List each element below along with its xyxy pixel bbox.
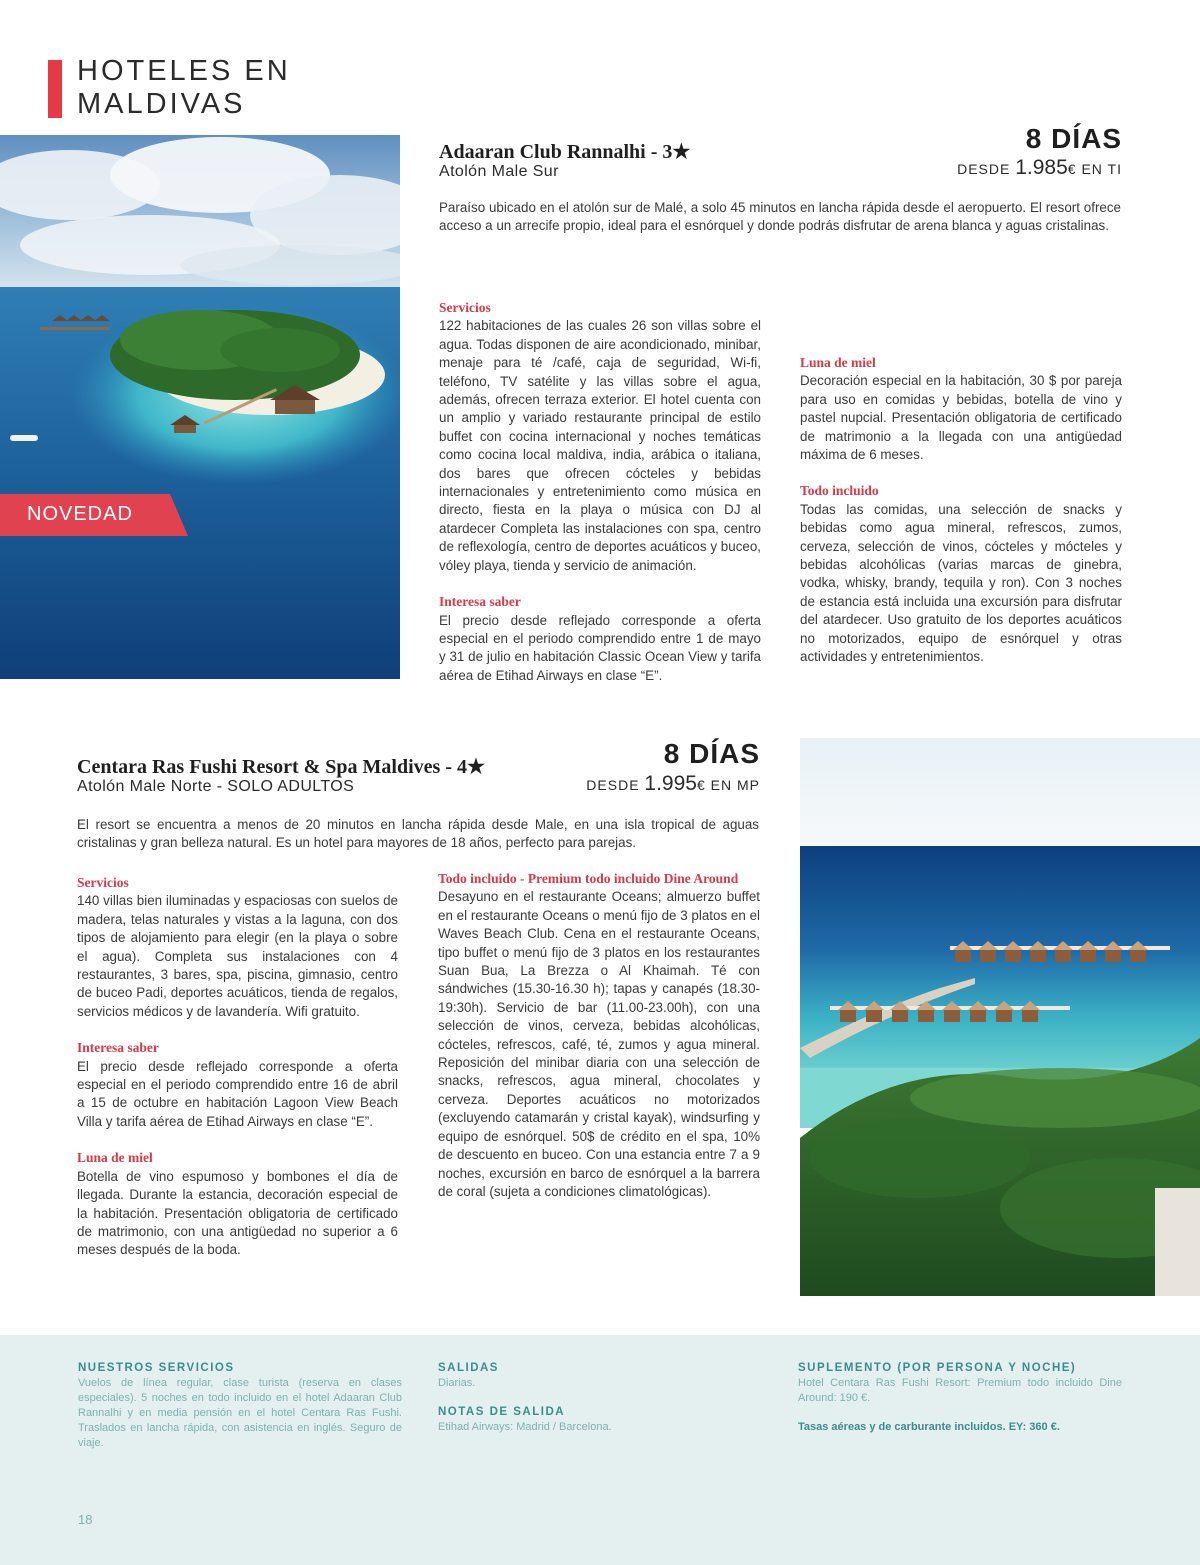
hotel1-servicios-heading: Servicios xyxy=(439,300,491,315)
footer-servicios xyxy=(78,1361,402,1465)
footer-salidas-text: Diarias. xyxy=(438,1377,476,1389)
footer-notas-text: Etihad Airways: Madrid / Barcelona. xyxy=(438,1421,612,1433)
footer-suplemento-text: Hotel Centara Ras Fushi Resort: Premium todo incluido Dine Around: 190 €. xyxy=(798,1377,1122,1404)
footer-salidas xyxy=(438,1361,758,1449)
hotel1-location: Atolón Male Sur xyxy=(439,163,559,180)
hotel2-price-prefix: DESDE xyxy=(586,777,640,793)
hotel1-interesa-heading: Interesa saber xyxy=(439,594,521,610)
hotel1-interesa-text: El precio desde reflejado corresponde a oferta especial en el periodo comprendido entre 1 de mayo y 31 de julio en habitación Classic Ocean View y tarifa aérea de Etihad Airways en clase “E”. xyxy=(439,612,761,683)
section-accent-bar xyxy=(48,60,62,118)
hotel1-photo xyxy=(0,135,400,679)
hotel1-todo-heading: Todo incluido xyxy=(800,483,879,499)
hotel2-column-right xyxy=(438,870,760,1219)
hotel2-luna-heading: Luna de miel xyxy=(77,1150,153,1166)
hotel1-intro: Paraíso ubicado en el atolón sur de Malé, a solo 45 minutos en lancha rápida desde el aeropuerto. El resort ofrece acceso a un arrecife propio, ideal para el esnórquel y donde podrás disfrutar de arena blanca y aguas cristalinas. xyxy=(439,200,1121,234)
page-number: 18 xyxy=(78,1512,93,1527)
footer-suplemento xyxy=(798,1361,1122,1449)
hotel1-price xyxy=(957,156,1122,180)
hotel1-servicios-text: 122 habitaciones de las cuales 26 son villas sobre el agua. Todas disponen de aire acondicionado, minibar, menaje para té /café, caja de seguridad, Wi-fi, teléfono, TV satélite y las villas sobre el agua, además, ofrecen terraza exterior. El hotel cuenta con un amplio y variado restaurante principal de estilo buffet con cocina internacional y noches temáticas como cocina local maldiva, india, arábica o italiana, dos bares que ofrecen cócteles y bebidas internacionales y entretenimiento como música en directo, fiesta en la playa o música con DJ al atardecer Completa las instalaciones con spa, centro de reflexología, centro de deportes acuáticos y buceo, vóley playa, tienda y servicio de animación. xyxy=(439,318,761,573)
section-title-line2: MALDIVAS xyxy=(77,88,246,120)
hotel2-luna-text: Botella de vino espumoso y bombones el día de llegada. Durante la estancia, decoración especial de la habitación. Presentación obligatoria de certificado de matrimonio, con una antigüedad no superior a 6 meses después de la boda. xyxy=(77,1168,398,1258)
footer-tasas-text: Tasas aéreas y de carburante incluidos. EY: 360 €. xyxy=(798,1421,1060,1433)
hotel1-todo-text: Todas las comidas, una selección de snacks y bebidas como agua mineral, refrescos, zumos, cerveza, selección de vinos, cócteles y mócteles y bebidas alcohólicas (varias marcas de ginebra, vodka, whisky, brandy, tequila y ron). Con 3 noches de estancia está incluida una excursión para disfrutar del atardecer. Uso gratuito de los deportes acuáticos no motorizados, equipo de esnórquel y otras actividades y entretenimientos. xyxy=(800,501,1122,665)
footer-salidas-heading: SALIDAS xyxy=(438,1362,499,1374)
footer-servicios-text: Vuelos de línea regular, clase turista (reserva en clases especiales). 5 noches en todo incluido en el hotel Adaaran Club Rannalhi y en media pensión en el hotel Centara Ras Fushi. Traslados en lancha rápida, con asistencia en inglés. Seguro de viaje. xyxy=(78,1377,402,1449)
footer-info-panel xyxy=(0,1335,1200,1565)
hotel1-price-suffix: € EN TI xyxy=(1067,161,1122,177)
hotel2-price xyxy=(586,772,760,796)
hotel1-name: Adaaran Club Rannalhi - 3★ xyxy=(439,141,691,163)
hotel2-interesa-text: El precio desde reflejado corresponde a oferta especial en el periodo comprendido entre 16 de abril a 15 de octubre en habitación Lagoon View Beach Villa y tarifa aérea de Etihad Airways en clase “E”. xyxy=(77,1058,398,1129)
hotel1-price-amount: 1.985 xyxy=(1015,156,1068,179)
hotel2-column-left xyxy=(77,874,398,1278)
hotel1-column-left xyxy=(439,299,761,703)
novedad-label: NOVEDAD xyxy=(27,503,133,525)
novedad-badge xyxy=(0,494,188,536)
hotel2-photo xyxy=(800,738,1200,1296)
hotel2-todo-text: Desayuno en el restaurante Oceans; almuerzo buffet en el restaurante Oceans o menú fijo de 3 platos en el Waves Beach Club. Cena en el restaurante Oceans, tipo buffet o menú fijo de 3 platos en los restaurantes Suan Bua, La Brezza o Al Khaimah. Té con sándwiches (15.30-16.30 h); tapas y canapés (18.30-19:30h). Servicio de bar (11.00-23.00h), con una selección de vinos, cerveza, bebidas alcohólicas, cócteles, refrescos, café, té, zumos y agua mineral. Reposición del minibar diaria con una selección de snacks, refrescos, agua mineral, chocolates y cerveza. Deportes acuáticos no motorizados (excluyendo catamarán y cristal kayak), windsurfing y equipo de esnórquel. 50$ de crédito en el spa, 10% de descuento en buceo. Con una estancia entre 7 a 9 noches, excursión en barco de esnórquel a la barrera de coral (sujeta a condiciones climatológicas). xyxy=(438,889,760,1199)
hotel2-name: Centara Ras Fushi Resort & Spa Maldives - 4★ xyxy=(77,756,485,778)
footer-suplemento-heading: SUPLEMENTO (POR PERSONA Y NOCHE) xyxy=(798,1362,1077,1374)
section-title xyxy=(77,55,291,121)
hotel2-days: 8 DÍAS xyxy=(663,738,760,769)
hotel1-luna-heading: Luna de miel xyxy=(800,355,876,370)
hotel2-price-amount: 1.995 xyxy=(644,772,697,795)
hotel1-days: 8 DÍAS xyxy=(1025,123,1122,154)
section-title-line1: HOTELES EN xyxy=(77,55,291,87)
hotel2-price-suffix: € EN MP xyxy=(696,777,760,793)
footer-notas-heading: NOTAS DE SALIDA xyxy=(438,1406,566,1418)
hotel2-location: Atolón Male Norte - SOLO ADULTOS xyxy=(77,778,355,795)
hotel2-servicios-heading: Servicios xyxy=(77,875,129,890)
hotel2-interesa-heading: Interesa saber xyxy=(77,1040,159,1056)
hotel1-column-right xyxy=(800,354,1122,685)
hotel1-luna-text: Decoración especial en la habitación, 30 $ por pareja para uso en comidas y bebidas, botella de vino y pastel nupcial. Presentación obligatoria de certificado de matrimonio a la llegada con una antigüedad máxima de 6 meses. xyxy=(800,373,1122,463)
footer-servicios-heading: NUESTROS SERVICIOS xyxy=(78,1362,235,1374)
hotel2-servicios-text: 140 villas bien iluminadas y espaciosas con suelos de madera, telas naturales y vistas a la laguna, con dos tipos de alojamiento para elegir (en la playa o sobre el agua). Completa sus instalaciones con 4 restaurantes, 3 bares, spa, piscina, gimnasio, centro de buceo Padi, deportes acuáticos, tienda de regalos, servicios médicos y de lavandería. Wifi gratuito. xyxy=(77,893,398,1019)
hotel2-intro: El resort se encuentra a menos de 20 minutos en lancha rápida desde Male, en una isla tropical de aguas cristalinas y gran belleza natural. Es un hotel para mayores de 18 años, perfecto para parejas. xyxy=(77,817,759,851)
hotel1-price-prefix: DESDE xyxy=(957,161,1011,177)
hotel2-todo-heading: Todo incluido - Premium todo incluido Dine Around xyxy=(438,871,739,886)
